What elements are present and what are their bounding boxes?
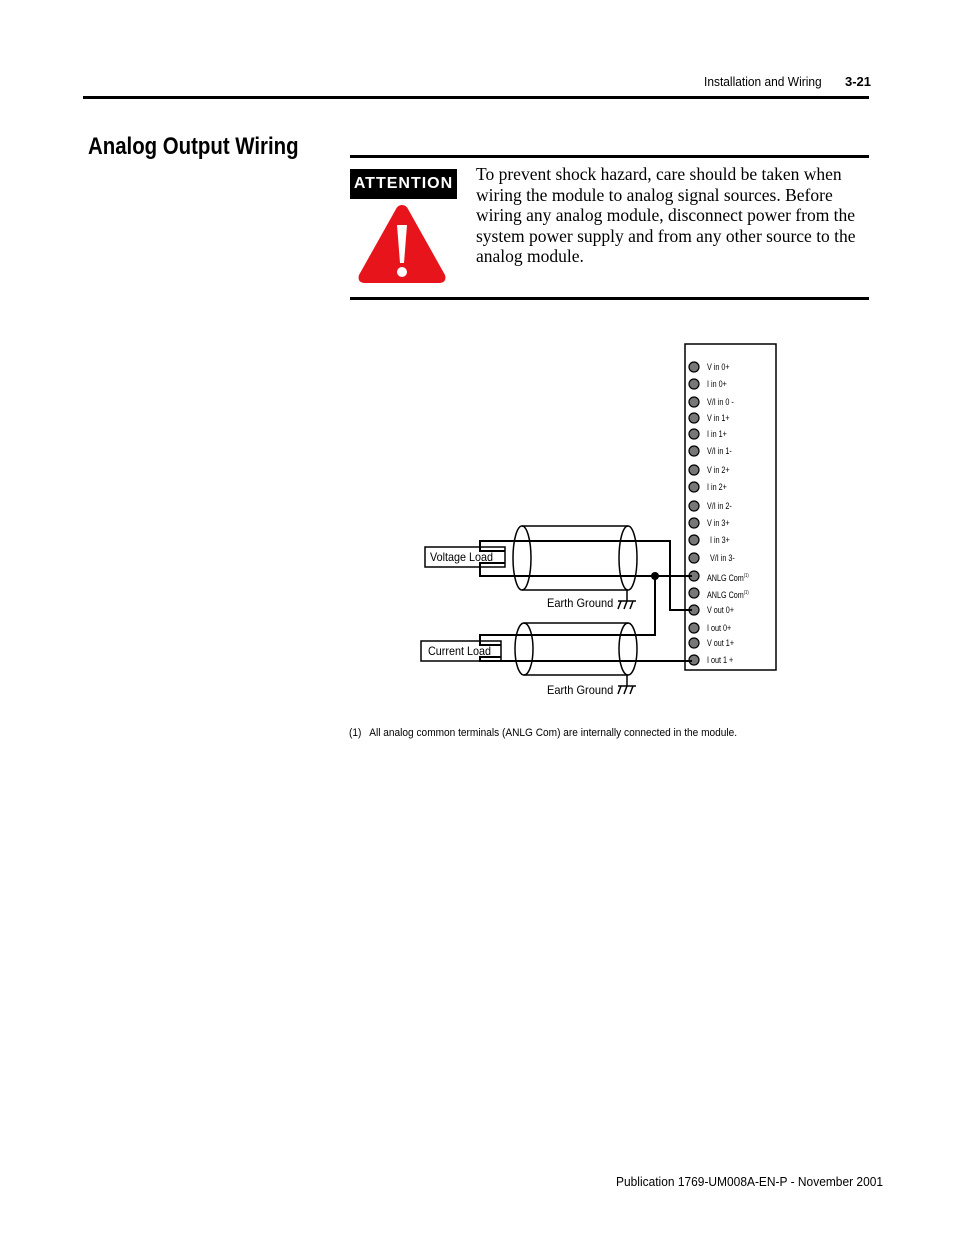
terminal-label	[707, 655, 733, 665]
terminal-label	[707, 482, 727, 492]
terminal-label-text: V in 0+	[707, 362, 730, 372]
terminal-label	[707, 379, 727, 389]
terminal-footnote-ref: (1)	[743, 573, 749, 579]
terminal-label-text: V/I in 2-	[707, 501, 732, 511]
terminal-label	[707, 571, 749, 583]
terminal-label-text: I in 1+	[707, 429, 727, 439]
header-page-number: 3-21	[845, 74, 872, 89]
earth-ground-icon	[618, 590, 636, 609]
terminal-screw	[689, 413, 699, 423]
earth-ground-label-2: Earth Ground	[547, 683, 614, 697]
terminal-screw	[689, 362, 699, 372]
attention-label: ATTENTION	[350, 169, 457, 199]
terminal-label	[710, 535, 730, 545]
earth-ground-icon	[618, 675, 636, 694]
terminal-screw	[689, 518, 699, 528]
terminal-label-text: I in 3+	[710, 535, 730, 545]
terminal-label	[707, 605, 734, 615]
terminal-label	[707, 588, 749, 600]
terminal-screw	[689, 535, 699, 545]
terminal-screw	[689, 446, 699, 456]
voltage-load-label: Voltage Load	[430, 550, 494, 564]
terminal-label-text: I in 0+	[707, 379, 727, 389]
shielded-cable-2	[515, 623, 637, 675]
terminal-screw	[689, 465, 699, 475]
terminal-screw	[689, 397, 699, 407]
terminal-label-text: V in 1+	[707, 413, 730, 423]
terminal-label	[707, 623, 731, 633]
terminal-label-text: ANLG Com	[707, 590, 744, 600]
terminal-label	[707, 446, 732, 456]
terminal-label-text: V out 0+	[707, 605, 735, 615]
terminal-screw	[689, 553, 699, 563]
terminal-label	[707, 397, 734, 407]
header-section-title: Installation and Wiring	[704, 74, 822, 89]
terminal-label	[707, 362, 730, 372]
current-load-label: Current Load	[428, 644, 492, 658]
footer-publication: Publication 1769-UM008A-EN-P - November 2001	[616, 1174, 884, 1189]
terminal-dots	[689, 362, 699, 665]
terminal-label	[707, 413, 730, 423]
terminal-label	[707, 638, 734, 648]
terminal-label-text: I in 2+	[707, 482, 727, 492]
terminal-label	[707, 501, 732, 511]
terminal-screw	[689, 482, 699, 492]
earth-ground-label-1: Earth Ground	[547, 596, 614, 610]
terminal-label-text: V in 3+	[707, 518, 730, 528]
terminal-label	[710, 553, 735, 563]
terminal-label-text: V out 1+	[707, 638, 735, 648]
terminal-screw	[689, 623, 699, 633]
terminal-label	[707, 465, 730, 475]
terminal-label	[707, 518, 730, 528]
terminal-screw	[689, 638, 699, 648]
terminal-label-text: I out 0+	[707, 623, 732, 633]
terminal-label	[707, 429, 727, 439]
terminal-screw	[689, 429, 699, 439]
terminal-label-text: V in 2+	[707, 465, 730, 475]
footnote-number: (1)	[349, 727, 362, 739]
terminal-label-text: I out 1 +	[707, 655, 734, 665]
attention-text: To prevent shock hazard, care should be taken when wiring the module to analog signal sources. Before wiring any analog module, disconnect power from the system power supply and from any other source to the analog module.	[476, 164, 856, 266]
shielded-cable-1	[513, 526, 637, 590]
terminal-label-text: ANLG Com	[707, 573, 744, 583]
wire-junction	[651, 572, 659, 580]
terminal-screw	[689, 501, 699, 511]
terminal-label-text: V/I in 0 -	[707, 397, 734, 407]
terminal-label-text: V/I in 3-	[710, 553, 735, 563]
terminal-footnote-ref: (1)	[743, 590, 749, 596]
footnote	[349, 727, 737, 739]
footnote-text: All analog common terminals (ANLG Com) are internally connected in the module.	[369, 727, 738, 739]
page-title: Analog Output Wiring	[88, 133, 299, 160]
terminal-screw	[689, 588, 699, 598]
terminal-screw	[689, 379, 699, 389]
terminal-label-text: V/I in 1-	[707, 446, 732, 456]
